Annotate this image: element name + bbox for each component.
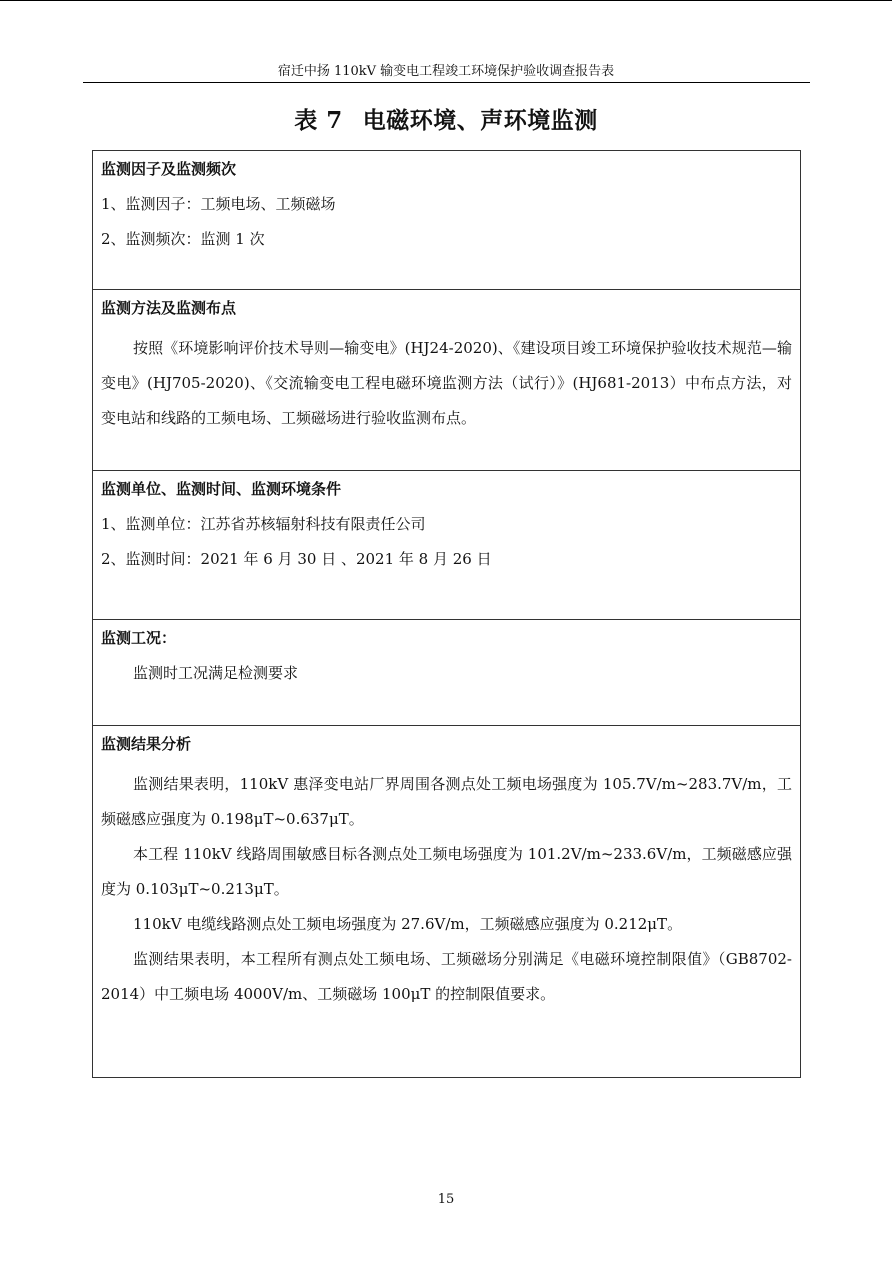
section-results-analysis [93, 725, 800, 1077]
paragraph: 按照《环境影响评价技术导则—输变电》(HJ24-2020)、《建设项目竣工环境保护验收技术规范—输变电》(HJ705-2020)、《交流输变电工程电磁环境监测方法（试行）》(HJ681-2013）中布点方法，对变电站和线路的工频电场、工频磁场进行验收监测布点。 [101, 339, 792, 427]
paragraph: 监测结果表明，110kV 惠泽变电站厂界周围各测点处工频电场强度为 105.7V/m~283.7V/m，工频磁感应强度为 0.198μT~0.637μT。 [101, 775, 792, 828]
section-heading: 监测结果分析 [101, 735, 192, 753]
table-number: 表 7 [294, 107, 343, 134]
section-monitoring-unit [93, 470, 800, 619]
table-title-text: 电磁环境、声环境监测 [362, 107, 598, 134]
paragraph: 监测时工况满足检测要求 [133, 664, 299, 682]
section-heading: 监测因子及监测频次 [101, 160, 237, 178]
page-top-border [0, 0, 892, 1]
list-item: 2、监测频次：监测 1 次 [101, 230, 265, 248]
page-number: 15 [437, 1192, 455, 1207]
paragraph: 110kV 电缆线路测点处工频电场强度为 27.6V/m，工频磁感应强度为 0.212μT。 [133, 915, 683, 933]
section-heading: 监测工况： [101, 629, 177, 647]
running-header: 宿迁中扬 110kV 输变电工程竣工环境保护验收调查报告表 [277, 64, 615, 79]
section-monitoring-method [93, 289, 800, 470]
report-table [92, 150, 801, 1078]
section-heading: 监测单位、监测时间、监测环境条件 [101, 480, 342, 498]
header-rule [83, 82, 810, 83]
list-item: 1、监测单位：江苏省苏核辐射科技有限责任公司 [101, 515, 426, 533]
paragraph: 监测结果表明，本工程所有测点处工频电场、工频磁场分别满足《电磁环境控制限值》（GB8702-2014）中工频电场 4000V/m、工频磁场 100μT 的控制限值要求。 [101, 950, 792, 1003]
list-item: 2、监测时间：2021 年 6 月 30 日 、2021 年 8 月 26 日 [101, 550, 492, 568]
section-monitoring-factors [93, 151, 800, 289]
section-working-condition [93, 619, 800, 725]
table-title [0, 105, 892, 137]
list-item: 1、监测因子：工频电场、工频磁场 [101, 195, 336, 213]
section-heading: 监测方法及监测布点 [101, 299, 237, 317]
paragraph: 本工程 110kV 线路周围敏感目标各测点处工频电场强度为 101.2V/m~233.6V/m，工频磁感应强度为 0.103μT~0.213μT。 [101, 845, 792, 898]
